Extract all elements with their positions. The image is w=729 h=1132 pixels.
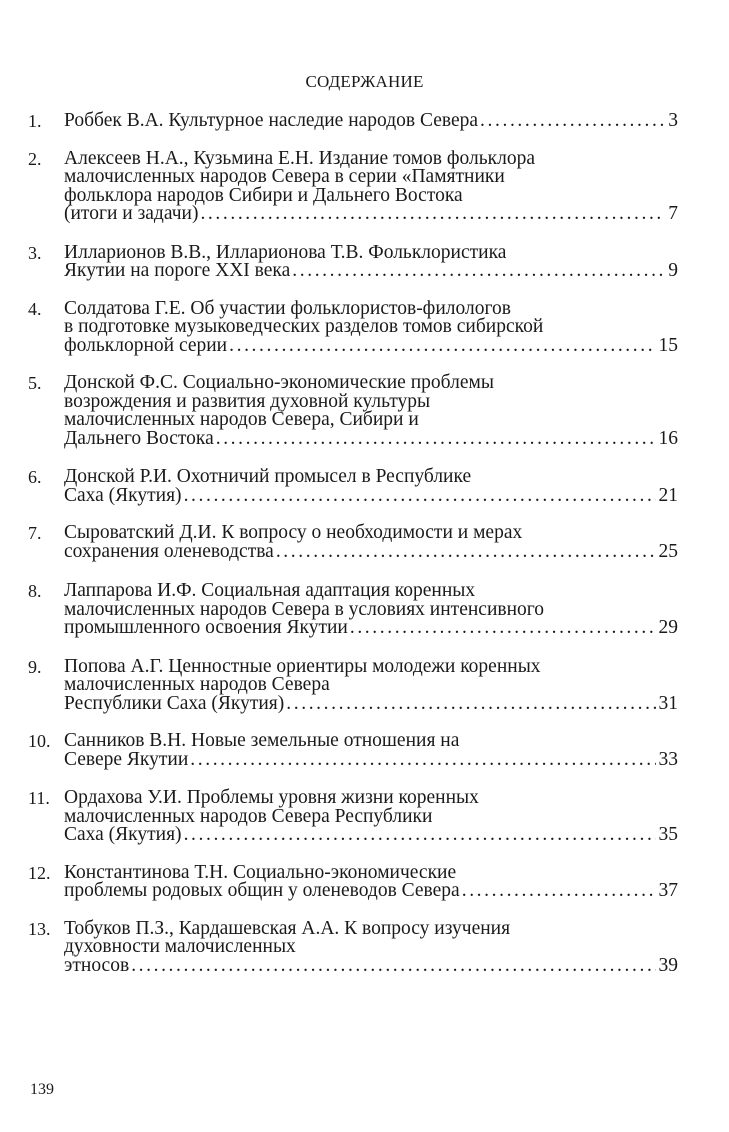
toc-entry-number: 7. — [28, 523, 42, 543]
toc-entry — [28, 789, 678, 845]
toc-entry — [28, 732, 678, 769]
toc-entry-page: 16 — [658, 427, 678, 449]
toc-entry — [28, 374, 678, 448]
toc-entry-line: Попова А.Г. Ценностные ориентиры молодежи коренных — [64, 655, 541, 677]
toc-entry-body — [64, 468, 678, 505]
toc-entry-line: Константинова Т.Н. Социально-экономические — [64, 861, 457, 883]
toc-entry-number: 11. — [28, 788, 50, 808]
dot-leader — [182, 487, 656, 506]
toc-entry — [28, 861, 678, 901]
toc-entry — [28, 524, 678, 561]
toc-entry-line: Ордахова У.И. Проблемы уровня жизни коренных — [64, 787, 479, 808]
toc-entry-line: Солдатова Г.Е. Об участии фольклористов-филологов — [64, 297, 511, 319]
toc-entry-line: в подготовке музыковедческих разделов томов сибирской — [64, 316, 544, 337]
toc-entry-line: фольклора народов Сибири и Дальнего Востока — [64, 184, 463, 206]
toc-entry-line: Саха (Якутия) — [64, 824, 182, 845]
toc-entry-last-line — [64, 427, 678, 449]
toc-entry-line: сохранения оленеводства — [64, 540, 274, 562]
dot-leader — [227, 337, 655, 356]
toc-entry-line: Алексеев Н.А., Кузьмина Е.Н. Издание томов фольклора — [64, 147, 535, 169]
toc-entry-body — [64, 917, 678, 976]
toc-entry — [28, 582, 678, 638]
toc-entry-body — [64, 297, 678, 356]
dot-leader — [129, 957, 655, 976]
toc-entry-line: Донской Р.И. Охотничий промысел в Республике — [64, 466, 472, 487]
toc-entry-page: 33 — [658, 748, 678, 770]
dot-leader — [284, 695, 655, 714]
toc-entry-last-line — [64, 262, 678, 281]
toc-entry-last-line — [64, 540, 678, 562]
toc-entry-last-line — [64, 205, 678, 224]
toc-entry-line: возрождения и развития духовной культуры — [64, 390, 431, 412]
toc-entry-line: малочисленных народов Севера — [64, 674, 330, 695]
page-number: 139 — [30, 1081, 54, 1098]
toc-entry-page: 31 — [658, 692, 678, 714]
toc-entry-body — [64, 732, 678, 769]
toc-entry-line: Севере Якутии — [64, 748, 189, 770]
toc-entry-page: 7 — [668, 203, 678, 224]
toc-entry-page: 15 — [658, 334, 678, 356]
table-of-contents — [28, 112, 678, 975]
toc-entry-body — [64, 241, 678, 281]
toc-entry-last-line — [64, 826, 678, 845]
toc-entry — [28, 297, 678, 356]
toc-entry-line: фольклорной серии — [64, 334, 228, 356]
toc-entry-body — [64, 655, 678, 714]
dot-leader — [188, 751, 655, 770]
toc-entry-body — [64, 582, 678, 638]
toc-entry-page: 35 — [658, 824, 678, 845]
toc-entry-line: этносов — [64, 954, 130, 976]
dot-leader — [198, 205, 665, 224]
toc-entry-number: 4. — [28, 298, 42, 319]
toc-entry — [28, 147, 678, 224]
toc-entry-line: Сыроватский Д.И. К вопросу о необходимости и мерах — [64, 522, 523, 543]
toc-entry-last-line — [64, 748, 678, 770]
toc-entry-last-line — [64, 692, 678, 714]
toc-entry — [28, 655, 678, 714]
toc-entry-line: Санников В.Н. Новые земельные отношения на — [64, 730, 460, 751]
toc-entry-last-line — [64, 112, 678, 131]
toc-entry-body — [64, 789, 678, 845]
toc-entry-line: Тобуков П.З., Кардашевская А.А. К вопросу изучения — [64, 917, 511, 939]
toc-entry-page: 9 — [668, 260, 678, 281]
toc-entry-last-line — [64, 882, 678, 901]
toc-entry — [28, 112, 678, 131]
dot-leader — [478, 112, 665, 131]
toc-entry-number: 9. — [28, 656, 42, 677]
toc-entry-line: малочисленных народов Севера в серии «Памятники — [64, 166, 505, 187]
toc-entry-last-line — [64, 484, 678, 506]
toc-entry-page: 29 — [658, 617, 678, 638]
dot-leader — [290, 262, 665, 281]
toc-entry-line: Республики Саха (Якутия) — [64, 692, 285, 714]
toc-entry-line: Саха (Якутия) — [64, 484, 182, 506]
toc-entry-line: (итоги и задачи) — [64, 203, 199, 224]
toc-entry-body — [64, 861, 678, 901]
dot-leader — [274, 543, 656, 562]
toc-entry-line: Лаппарова И.Ф. Социальная адаптация коренных — [64, 580, 476, 601]
toc-entry-line: Илларионов В.В., Илларионова Т.В. Фольклористика — [64, 241, 507, 263]
dot-leader — [214, 430, 656, 449]
toc-entry-number: 5. — [28, 373, 42, 393]
toc-entry-line: Якутии на пороге XXI века — [64, 260, 291, 281]
toc-entry-last-line — [64, 954, 678, 976]
toc-entry-line: проблемы родовых общин у оленеводов Севера — [64, 880, 460, 901]
toc-entry-page: 39 — [658, 954, 678, 976]
toc-entry-number: 3. — [28, 242, 42, 263]
toc-entry-number: 10. — [28, 731, 51, 751]
toc-entry-line: промышленного освоения Якутии — [64, 617, 348, 638]
toc-entry-number: 12. — [28, 862, 51, 883]
toc-entry-last-line — [64, 334, 678, 356]
toc-entry-number: 6. — [28, 467, 42, 487]
toc-entry-body — [64, 147, 678, 224]
toc-entry-line: Донской Ф.С. Социально-экономические проблемы — [64, 372, 494, 393]
toc-entry-number: 1. — [28, 111, 42, 131]
toc-entry-page: 37 — [658, 880, 678, 901]
toc-entry-line: духовности малочисленных — [64, 936, 296, 957]
toc-entry-line: Дальнего Востока — [64, 427, 214, 449]
toc-entry-body — [64, 524, 678, 561]
dot-leader — [460, 882, 656, 901]
toc-entry — [28, 468, 678, 505]
toc-entry — [28, 917, 678, 976]
toc-entry-line: малочисленных народов Севера Республики — [64, 805, 433, 827]
toc-entry-body — [64, 374, 678, 448]
toc-entry-number: 13. — [28, 918, 51, 939]
toc-entry-page: 25 — [658, 540, 678, 562]
dot-leader — [182, 826, 656, 845]
toc-entry-number: 8. — [28, 581, 42, 601]
toc-entry-page: 21 — [658, 484, 678, 506]
toc-entry-page: 3 — [668, 110, 678, 131]
toc-entry-body — [64, 112, 678, 131]
toc-entry-last-line — [64, 619, 678, 638]
toc-entry-number: 2. — [28, 148, 42, 169]
page-title: СОДЕРЖАНИЕ — [305, 72, 424, 91]
toc-entry — [28, 241, 678, 281]
toc-entry-line: малочисленных народов Севера, Сибири и — [64, 409, 419, 430]
dot-leader — [348, 619, 656, 638]
toc-entry-line: Роббек В.А. Культурное наследие народов Севера — [64, 110, 479, 131]
toc-entry-line: малочисленных народов Севера в условиях интенсивного — [64, 598, 545, 620]
